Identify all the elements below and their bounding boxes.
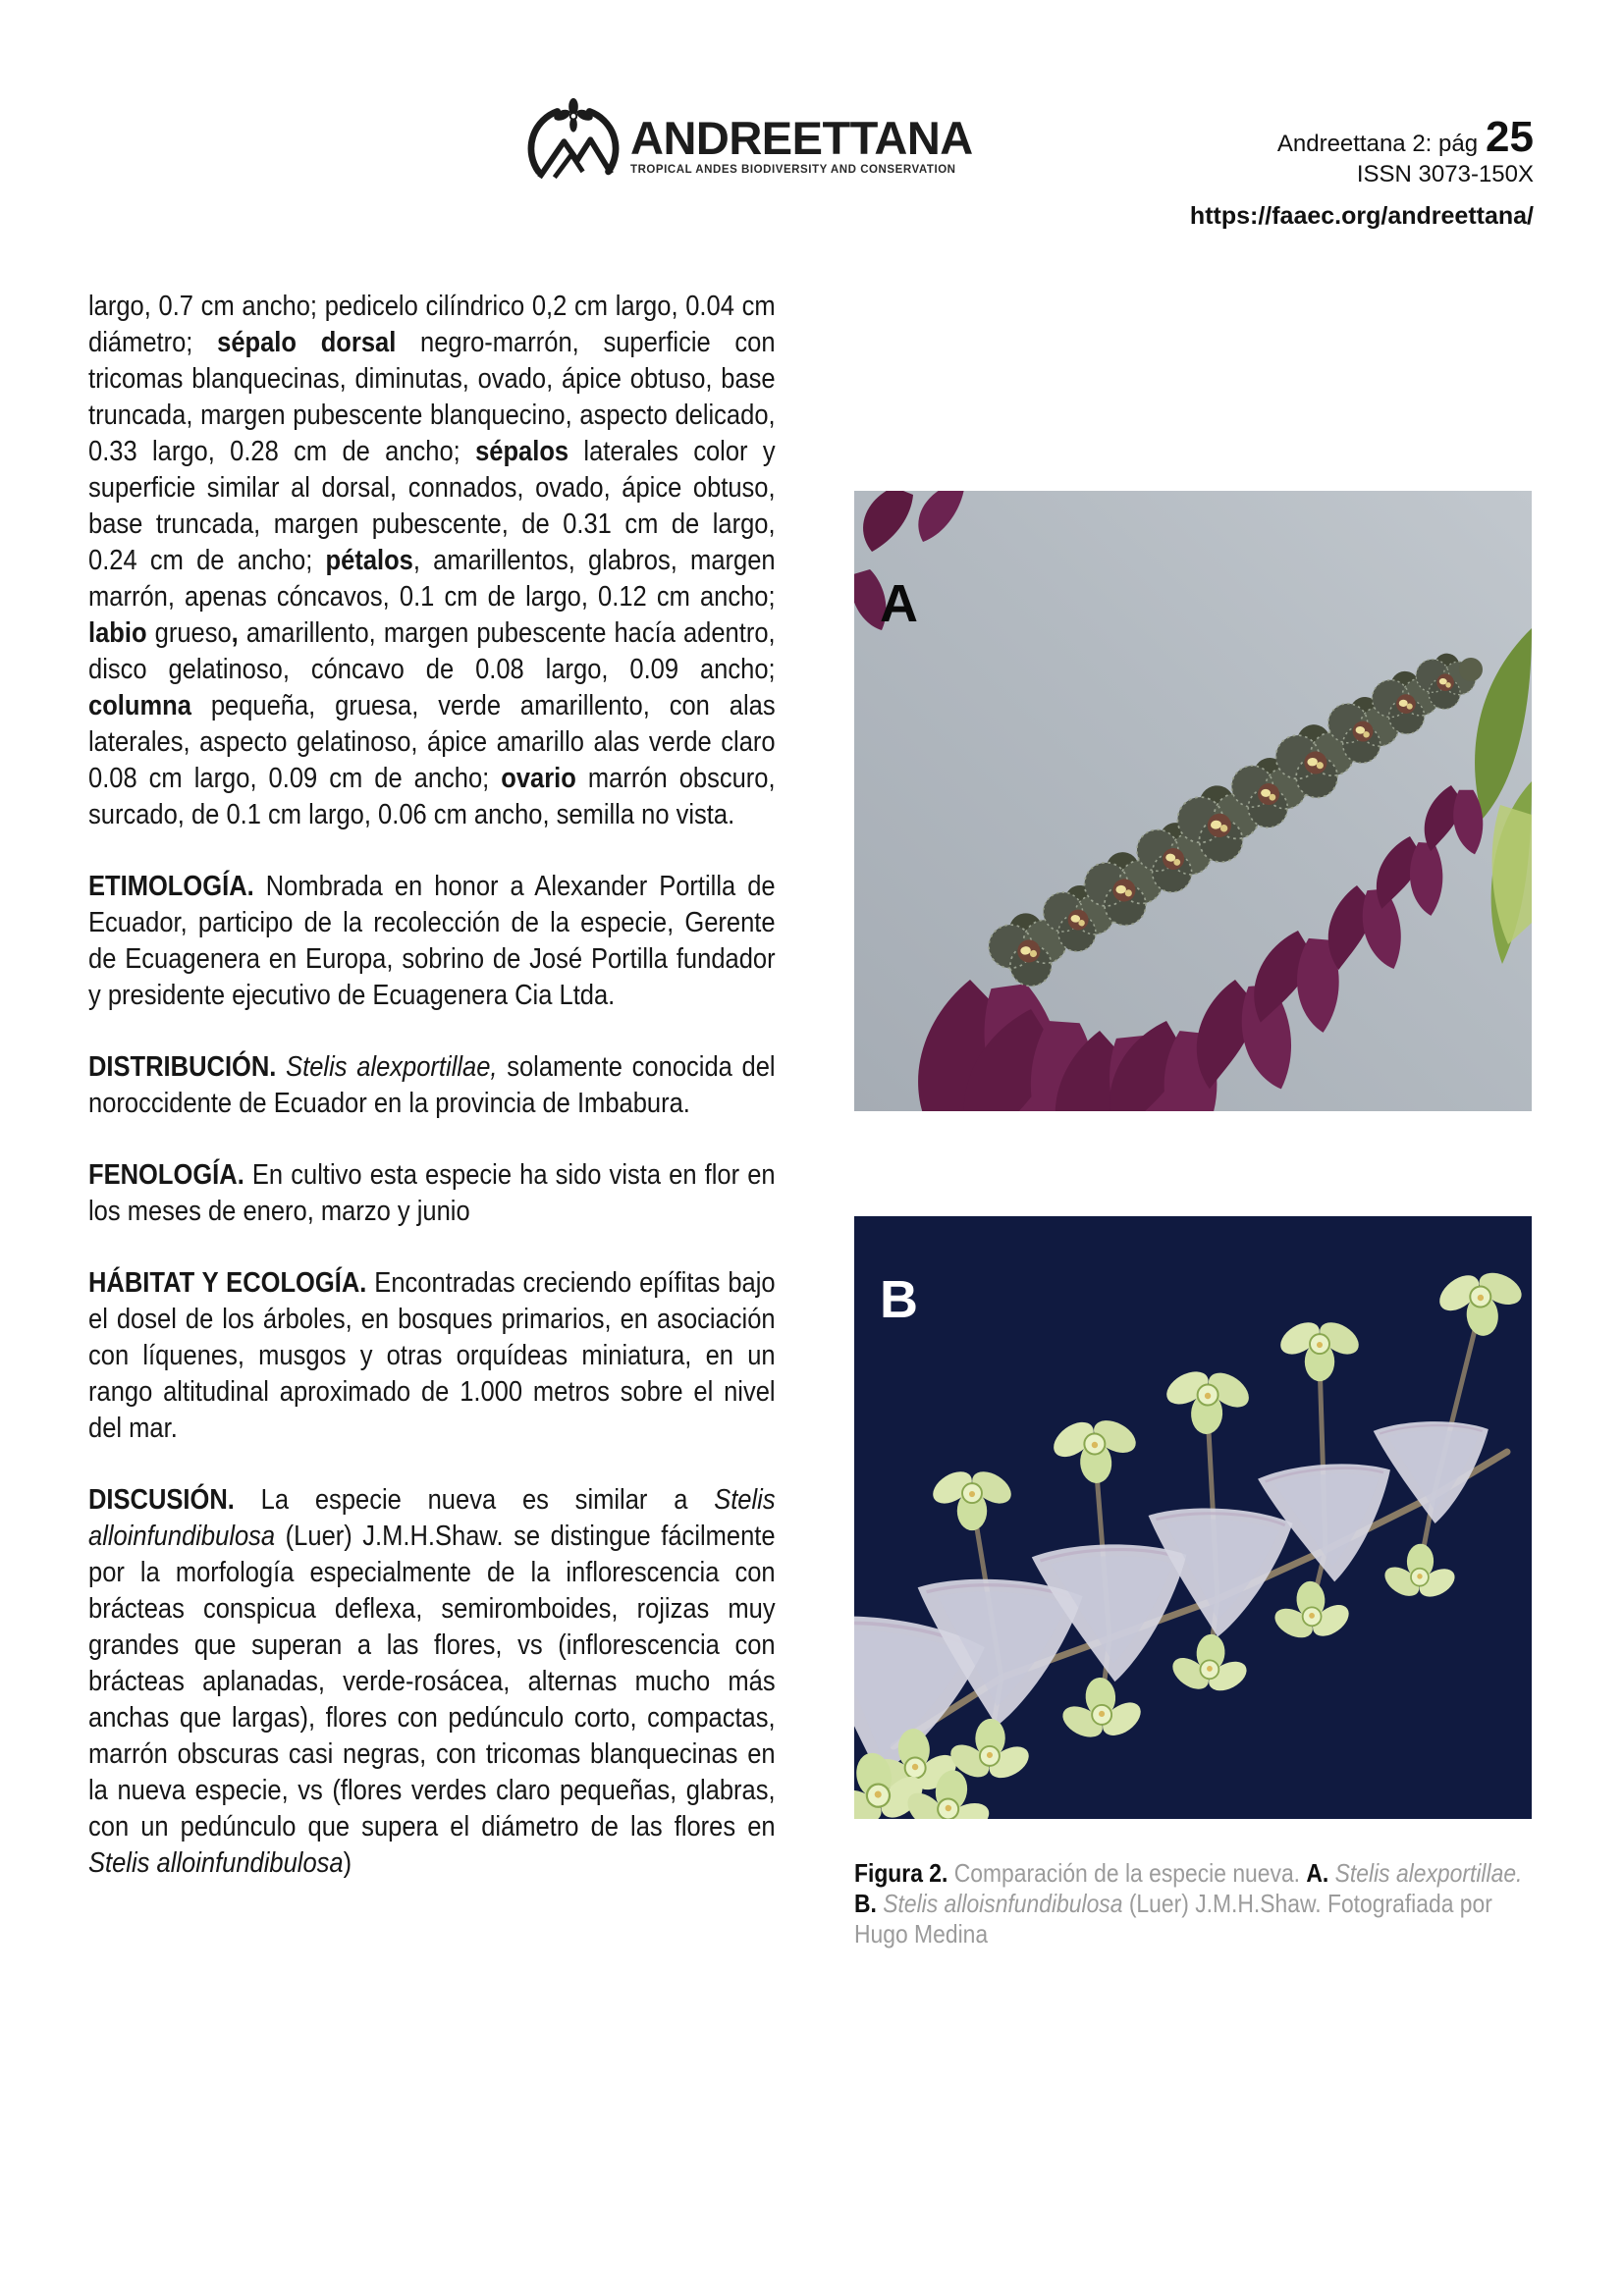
description-paragraph: largo, 0.7 cm ancho; pedicelo cilíndrico 0,2 cm largo, 0.04 cm diámetro; sépalo dorsal negro-marrón, superficie con tricomas blanquecinas, diminutas, ovado, ápice obtuso, base truncada, margen pubescente blanquecino, aspecto delicado, 0.33 largo, 0.28 cm de ancho; sépalos laterales color y superficie similar al dorsal, connados, ovado, ápice obtuso, base truncada, margen pubescente, de 0.31 cm de largo, 0.24 cm de ancho; pétalos, amarillentos, glabros, margen marrón, apenas cóncavos, 0.1 cm de largo, 0.12 cm ancho; labio grueso, amarillento, margen pubescente hacía adentro, disco gelatinoso, cóncavo de 0.08 largo, 0.09 ancho; columna pequeña, gruesa, verde amarillento, con alas laterales, aspecto gelatinoso, ápice amarillo alas verde claro 0.08 cm largo, 0.09 cm de ancho; ovario marrón obscuro, surcado, de 0.1 cm largo, 0.06 cm ancho, semilla no vista. [88, 291, 776, 830]
figure-2b-photo [854, 1216, 1532, 1819]
figure-b-label: B [880, 1270, 918, 1329]
distribucion-paragraph: DISTRIBUCIÓN. Stelis alexportillae, solamente conocida del noroccidente de Ecuador en la provincia de Imbabura. [88, 1051, 776, 1119]
habitat-ecologia-paragraph: HÁBITAT Y ECOLOGÍA. Encontradas creciendo epífitas bajo el dosel de los árboles, en bosques primarios, en asociación con líquenes, musgos y otras orquídeas miniatura, en un rango altitudinal aproximado de 1.000 metros sobre el nivel del mar. [88, 1267, 776, 1444]
journal-brand: ANDREETTANA [630, 111, 973, 164]
fenologia-paragraph: FENOLOGÍA. En cultivo esta especie ha sido vista en flor en los meses de enero, marzo y junio [88, 1159, 776, 1227]
orchid-photo-b-illustration [854, 1216, 1532, 1819]
orchid-mountain-logo-icon [526, 98, 621, 192]
issn: ISSN 3073-150X [1356, 161, 1534, 187]
discusion-paragraph: DISCUSIÓN. La especie nueva es similar a Stelis alloinfundibulosa (Luer) J.M.H.Shaw. se distingue fácilmente por la morfología especialmente de la inflorescencia con brácteas conspicua deflexa, semiromboides, rojizas muy grandes que superan a las flores, vs (inflorescencia con brácteas aplanadas, verde-rosácea, alternas mucho más anchas que largas), flores con pedúnculo corto, compactas, marrón obscuras casi negras, con tricomas blanquecinas en la nueva especie, vs (flores verdes claro pequeñas, glabras, con un pedúnculo que supera el diámetro de las flores en Stelis alloinfundibulosa) [88, 1484, 776, 1879]
journal-tagline: TROPICAL ANDES BIODIVERSITY AND CONSERVATION [630, 164, 956, 177]
header-meta [1189, 113, 1534, 231]
page-number: 25 [1486, 113, 1534, 161]
figure-a-label: A [880, 574, 918, 633]
journal-logo [526, 98, 973, 192]
etimologia-paragraph: ETIMOLOGÍA. Nombrada en honor a Alexander Portilla de Ecuador, participo de la recolección de la especie, Gerente de Ecuagenera en Europa, sobrino de José Portilla fundador y presidente ejecutivo de Ecuagenera Cia Ltda. [88, 871, 776, 1011]
article-text-column [88, 289, 776, 1882]
issue-label: Andreettana 2: pág [1276, 131, 1479, 157]
figure-caption: Figura 2. Comparación de la especie nueva. A. Stelis alexportillae. B. Stelis alloisnfundibulosa (Luer) J.M.H.Shaw. Fotografiada por Hugo Medina [854, 1858, 1523, 1949]
journal-url-link[interactable]: https://faaec.org/andreettana/ [1189, 202, 1534, 230]
figure-2a-photo [854, 491, 1532, 1111]
orchid-photo-a-illustration [854, 491, 1532, 1111]
